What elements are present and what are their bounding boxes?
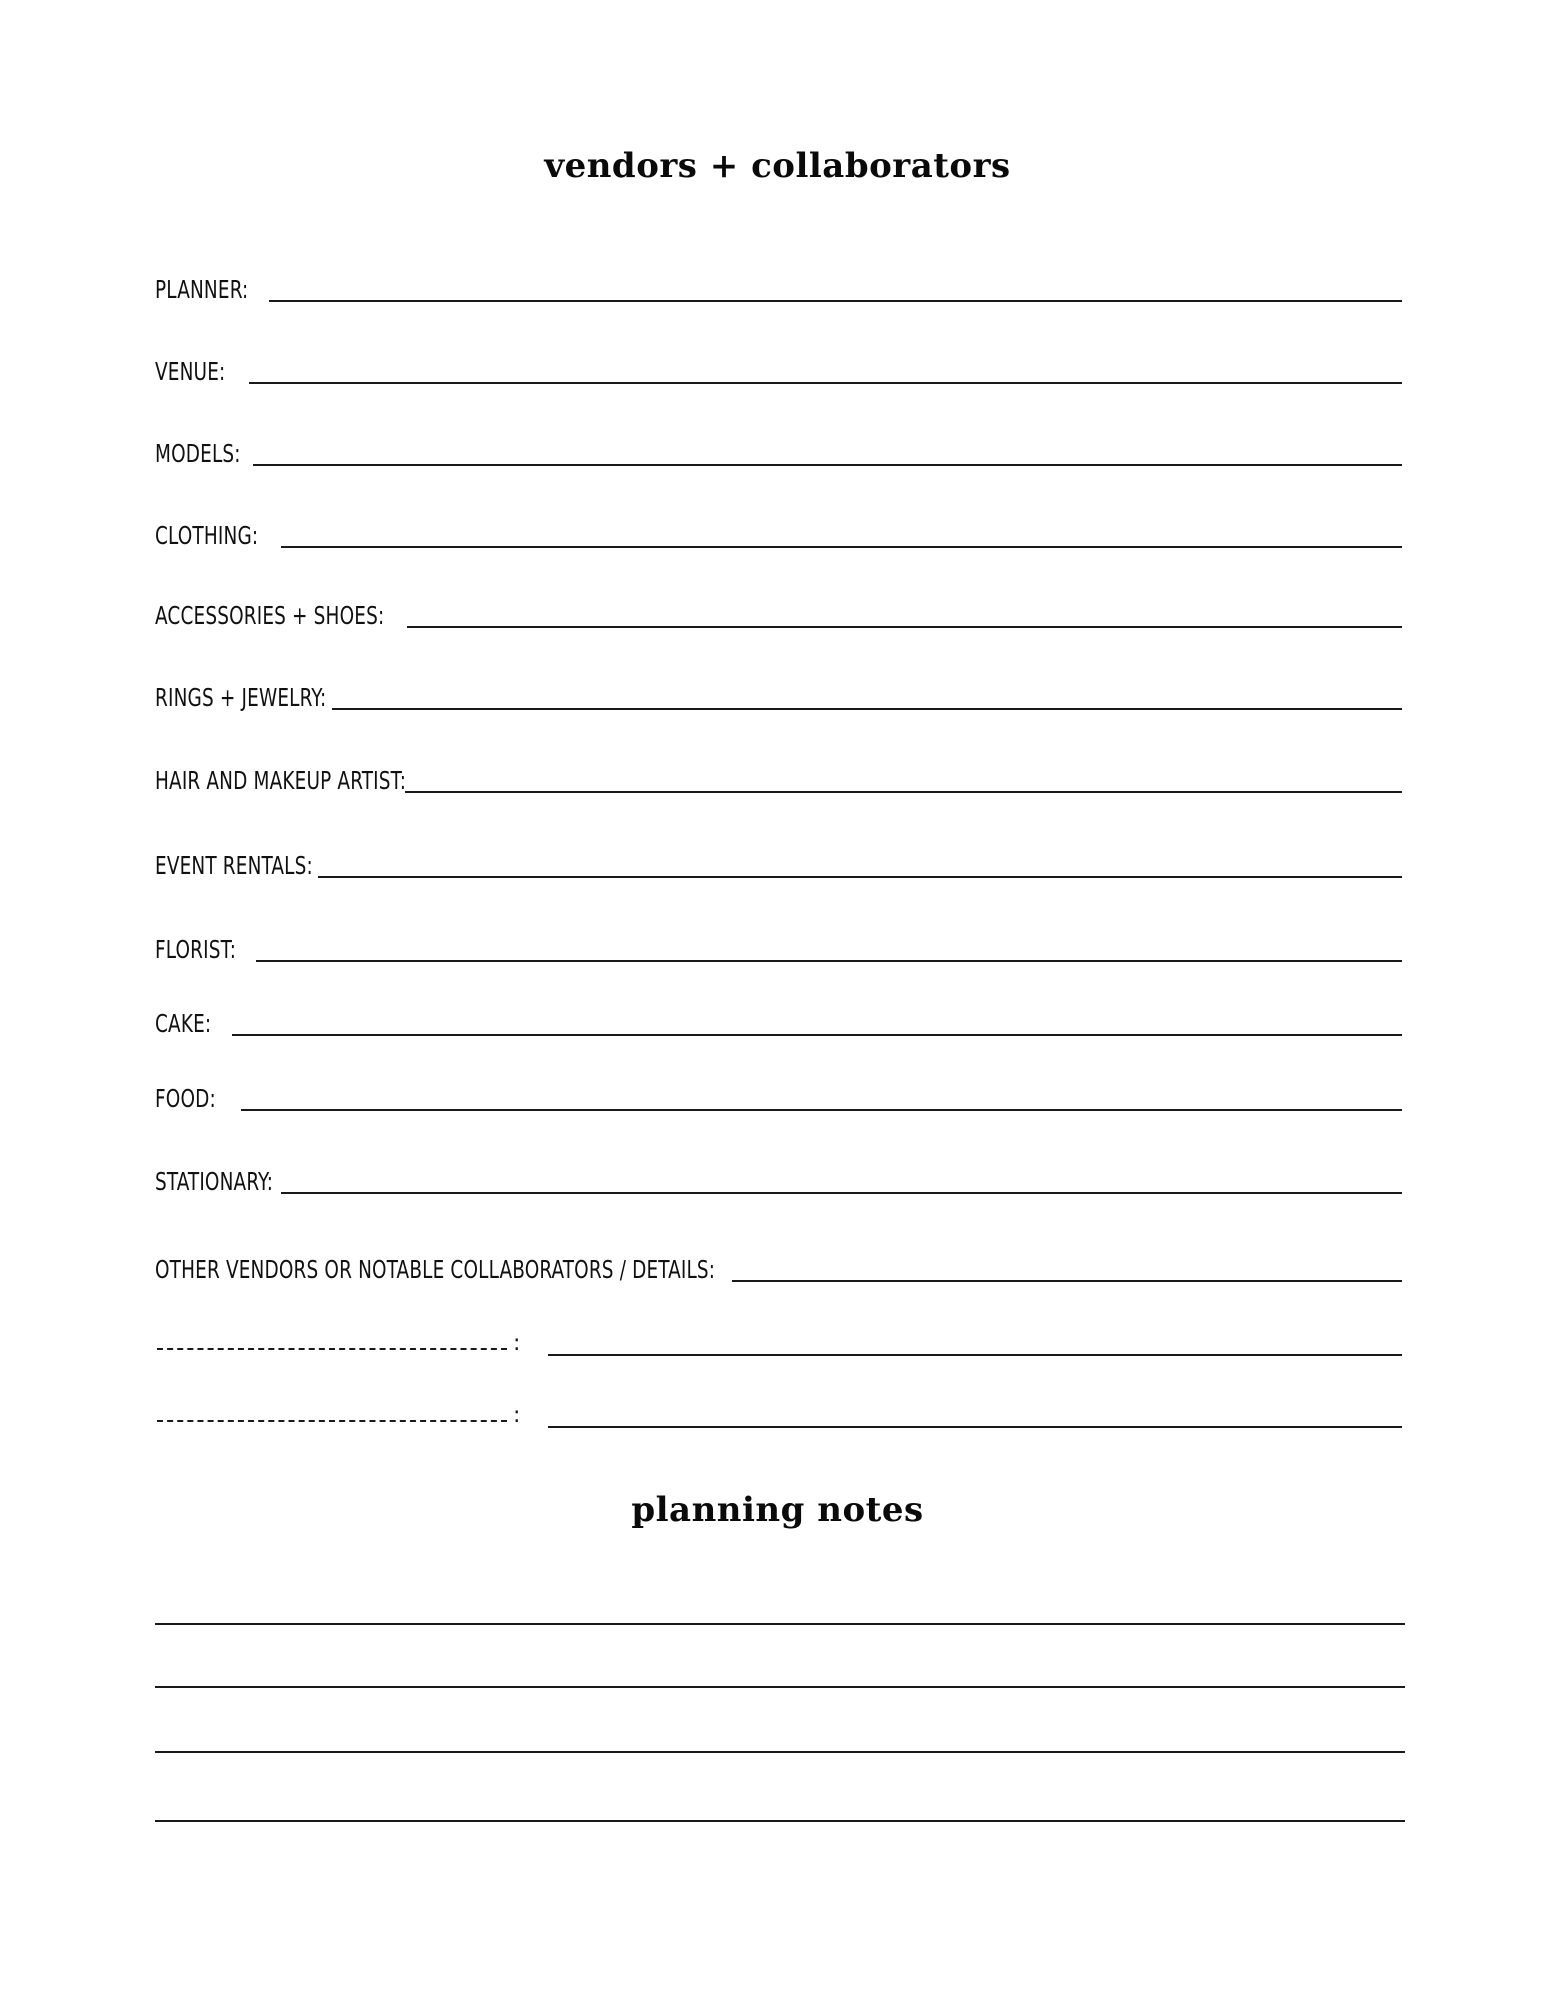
florist-field[interactable] bbox=[155, 924, 1402, 964]
custom-vendor-row[interactable] bbox=[157, 1318, 1402, 1358]
notes-line[interactable] bbox=[155, 1686, 1405, 1688]
custom-vendor-row[interactable] bbox=[157, 1390, 1402, 1430]
planner-label: PLANNER: bbox=[155, 275, 249, 304]
cake-field[interactable] bbox=[155, 998, 1402, 1038]
notes-line[interactable] bbox=[155, 1623, 1405, 1625]
notes-line[interactable] bbox=[155, 1820, 1405, 1822]
other-vendors-label: OTHER VENDORS OR NOTABLE COLLABORATORS / DETAILS: bbox=[155, 1255, 716, 1284]
rings-jewelry-line[interactable] bbox=[332, 708, 1402, 710]
venue-line[interactable] bbox=[249, 382, 1402, 384]
custom-vendor-line[interactable] bbox=[548, 1426, 1402, 1428]
cake-label: CAKE: bbox=[155, 1009, 212, 1038]
rings-jewelry-label: RINGS + JEWELRY: bbox=[155, 683, 327, 712]
cake-line[interactable] bbox=[232, 1034, 1402, 1036]
hair-makeup-label: HAIR AND MAKEUP ARTIST: bbox=[155, 766, 407, 795]
food-label: FOOD: bbox=[155, 1084, 216, 1113]
rings-jewelry-field[interactable] bbox=[155, 672, 1402, 712]
models-label: MODELS: bbox=[155, 439, 241, 468]
food-line[interactable] bbox=[241, 1109, 1402, 1111]
custom-vendor-line[interactable] bbox=[548, 1354, 1402, 1356]
notes-line[interactable] bbox=[155, 1751, 1405, 1753]
custom-vendor-name-blank[interactable] bbox=[157, 1420, 507, 1422]
venue-field[interactable] bbox=[155, 346, 1402, 386]
planner-line[interactable] bbox=[269, 300, 1402, 302]
models-line[interactable] bbox=[253, 464, 1402, 466]
planning-notes-title: planning notes bbox=[631, 1490, 924, 1530]
custom-vendor-colon: : bbox=[513, 1403, 521, 1428]
florist-line[interactable] bbox=[256, 960, 1402, 962]
event-rentals-line[interactable] bbox=[318, 876, 1402, 878]
accessories-shoes-label: ACCESSORIES + SHOES: bbox=[155, 601, 385, 630]
other-vendors-field[interactable] bbox=[155, 1244, 1402, 1284]
event-rentals-field[interactable] bbox=[155, 840, 1402, 880]
stationary-label: STATIONARY: bbox=[155, 1167, 274, 1196]
custom-vendor-name-blank[interactable] bbox=[157, 1348, 507, 1350]
clothing-field[interactable] bbox=[155, 510, 1402, 550]
hair-makeup-field[interactable] bbox=[155, 755, 1402, 795]
accessories-shoes-field[interactable] bbox=[155, 590, 1402, 630]
other-vendors-line[interactable] bbox=[732, 1280, 1402, 1282]
florist-label: FLORIST: bbox=[155, 935, 237, 964]
clothing-line[interactable] bbox=[281, 546, 1402, 548]
models-field[interactable] bbox=[155, 428, 1402, 468]
stationary-field[interactable] bbox=[155, 1156, 1402, 1196]
clothing-label: CLOTHING: bbox=[155, 521, 259, 550]
event-rentals-label: EVENT RENTALS: bbox=[155, 851, 313, 880]
planner-field[interactable] bbox=[155, 264, 1402, 304]
page-title: vendors + collaborators bbox=[544, 146, 1011, 186]
food-field[interactable] bbox=[155, 1073, 1402, 1113]
custom-vendor-colon: : bbox=[513, 1331, 521, 1356]
accessories-shoes-line[interactable] bbox=[407, 626, 1402, 628]
stationary-line[interactable] bbox=[281, 1192, 1402, 1194]
hair-makeup-line[interactable] bbox=[405, 791, 1402, 793]
venue-label: VENUE: bbox=[155, 357, 226, 386]
